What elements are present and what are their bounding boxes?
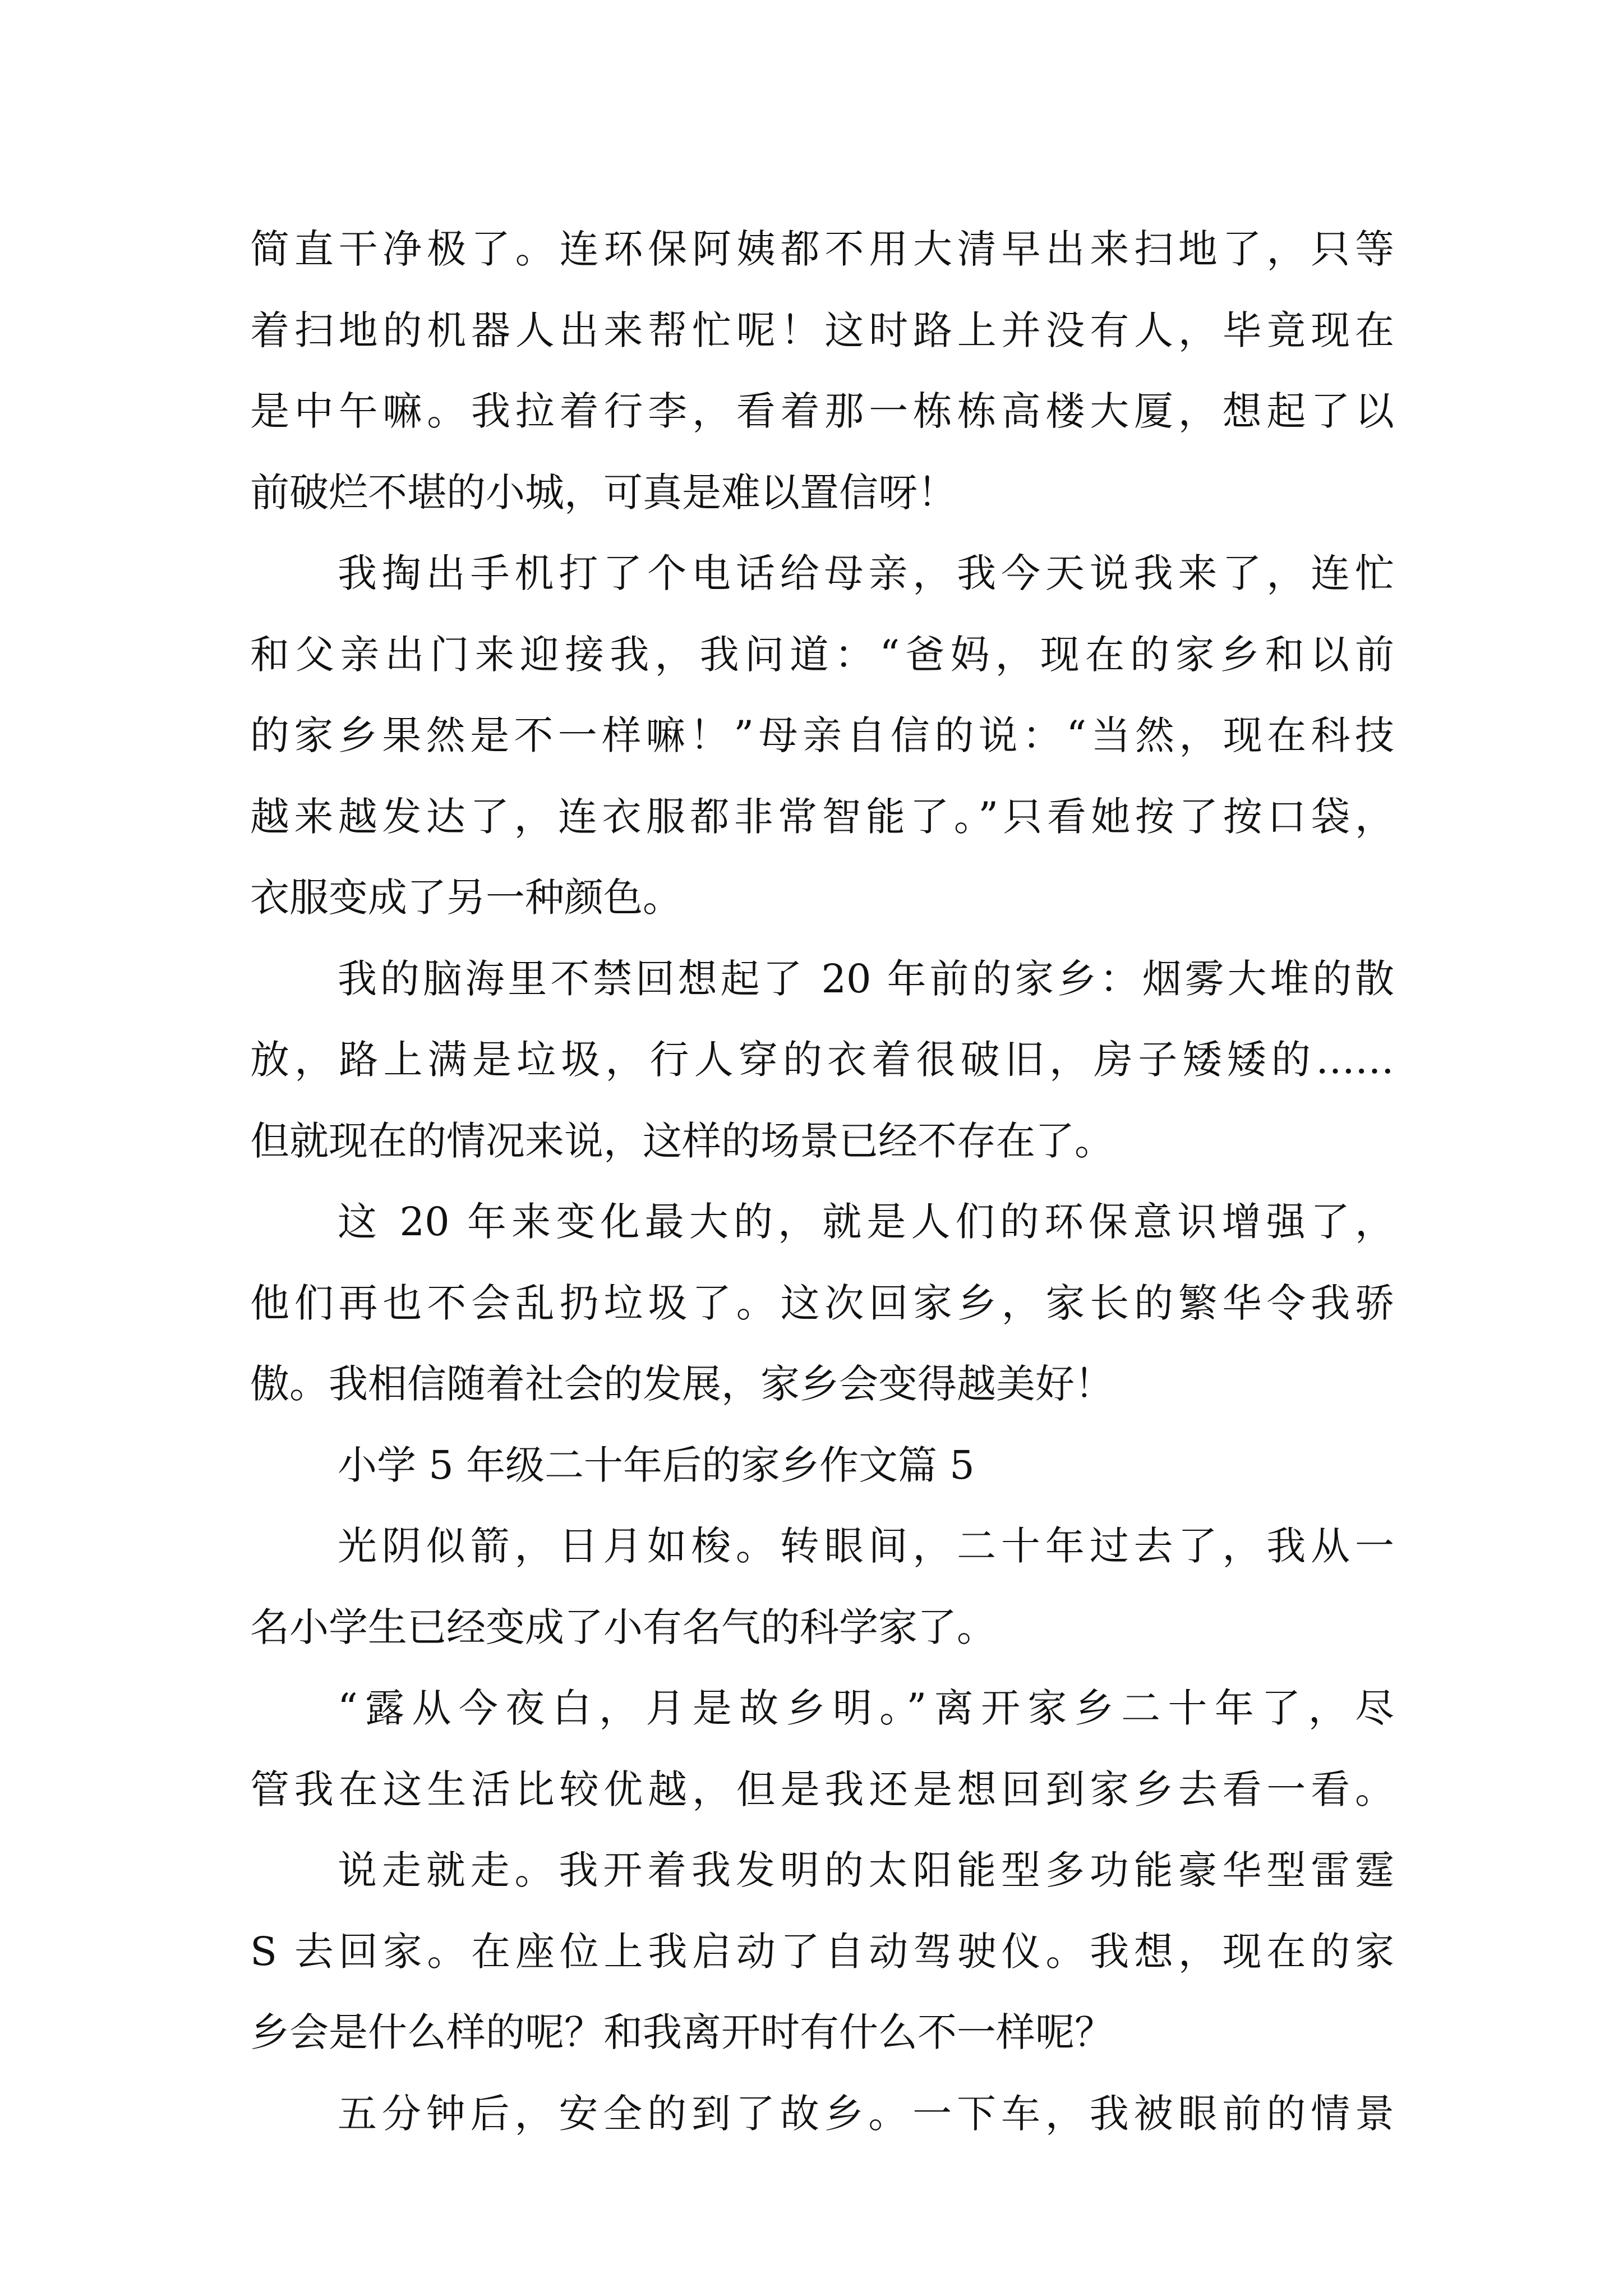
text-line: 他们再也不会乱扔垃圾了。这次回家乡，家长的繁华令我骄 (250, 1280, 1394, 1326)
paragraph-start-line: 五分钟后，安全的到了故乡。一下车，我被眼前的情景 (338, 2090, 1394, 2137)
text-line: 管我在这生活比较优越，但是我还是想回到家乡去看一看。 (250, 1766, 1394, 1812)
text-line: 傲。我相信随着社会的发展，家乡会变得越美好！ (250, 1361, 1114, 1407)
paragraph-start-line: 我的脑海里不禁回想起了 20 年前的家乡：烟雾大堆的散 (338, 955, 1394, 1002)
text-line: 但就现在的情况来说，这样的场景已经不存在了。 (250, 1117, 1114, 1164)
text-line: 越来越发达了，连衣服都非常智能了。”只看她按了按口袋， (250, 793, 1394, 840)
text-line: 名小学生已经变成了小有名气的科学家了。 (250, 1604, 996, 1650)
paragraph-start-line: 说走就走。我开着我发明的太阳能型多功能豪华型雷霆 (338, 1847, 1394, 1893)
text-line: 是中午嘛。我拉着行李，看着那一栋栋高楼大厦，想起了以 (250, 388, 1394, 434)
section-heading: 小学 5 年级二十年后的家乡作文篇 5 (338, 1442, 975, 1488)
text-line: 放，路上满是垃圾，行人穿的衣着很破旧，房子矮矮的…… (250, 1037, 1394, 1083)
paragraph-start-line: “露从今夜白，月是故乡明。”离开家乡二十年了，尽 (338, 1685, 1394, 1731)
paragraph-start-line: 光阴似箭，日月如梭。转眼间，二十年过去了，我从一 (338, 1523, 1394, 1569)
text-line: 简直干净极了。连环保阿姨都不用大清早出来扫地了，只等 (250, 226, 1394, 272)
text-line: 衣服变成了另一种颜色。 (250, 875, 682, 921)
text-line: S 去回家。在座位上我启动了自动驾驶仪。我想，现在的家 (250, 1928, 1394, 1975)
text-line: 着扫地的机器人出来帮忙呢！这时路上并没有人，毕竟现在 (250, 307, 1394, 353)
paragraph-start-line: 我掏出手机打了个电话给母亲，我今天说我来了，连忙 (338, 550, 1394, 596)
paragraph-start-line: 这 20 年来变化最大的，就是人们的环保意识增强了， (338, 1199, 1394, 1245)
text-line: 前破烂不堪的小城，可真是难以置信呀！ (250, 469, 957, 516)
article-body (250, 209, 1394, 2154)
text-line: 和父亲出门来迎接我，我问道：“爸妈，现在的家乡和以前 (250, 631, 1394, 678)
text-line: 乡会是什么样的呢？和我离开时有什么不一样呢？ (250, 2009, 1114, 2055)
text-line: 的家乡果然是不一样嘛！”母亲自信的说：“当然，现在科技 (250, 712, 1394, 758)
